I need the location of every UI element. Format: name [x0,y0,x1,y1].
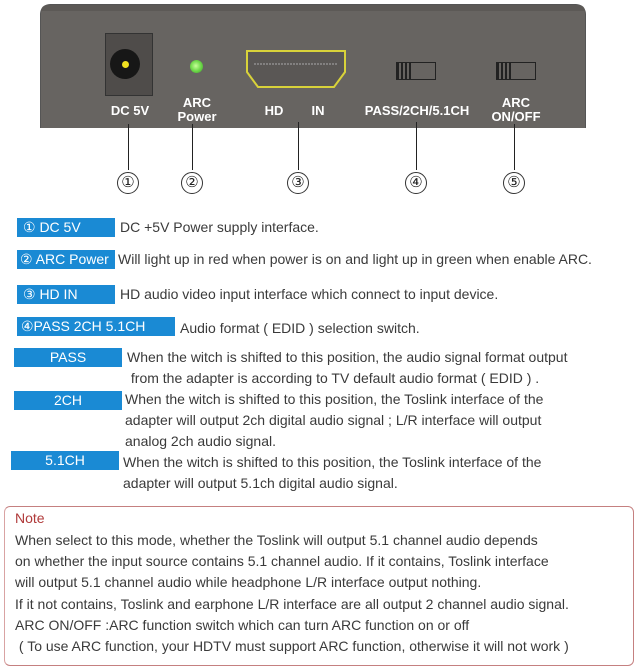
legend-tag-dc: ① DC 5V [17,218,115,237]
mode-tag-pass: PASS [14,348,122,367]
leader-line [128,124,129,170]
legend-desc-dc: DC +5V Power supply interface. [120,219,319,235]
desc-line: When the witch is shifted to this position, the Toslink interface of the [125,391,544,407]
port-label-dc: DC 5V [110,103,150,118]
legend-tag-audio-switch: ④PASS 2CH 5.1CH [17,317,175,336]
mode-desc-51ch [123,452,541,494]
legend-desc-hd-in: HD audio video input interface which connect to input device. [120,286,499,302]
label-line: Power [177,109,217,124]
port-label-hd: HD [264,103,284,118]
marker-1: ① [117,172,139,194]
desc-line: adapter will output 2ch digital audio signal ; L/R interface will output [125,412,542,428]
port-label-arc-power [170,96,224,124]
note-line: ARC ON/OFF :ARC function switch which can turn ARC function on or off [15,616,470,633]
desc-line: When the witch is shifted to this position, the audio signal format output [127,349,568,365]
label-line: ON/OFF [491,109,541,124]
legend-desc-audio-switch: Audio format ( EDID ) selection switch. [180,320,420,336]
leader-line [416,122,417,170]
mode-tag-2ch: 2CH [14,391,122,410]
desc-line: adapter will output 5.1ch digital audio signal. [123,475,398,491]
legend-tag-hd-in: ③ HD IN [17,285,115,304]
port-label-audio-switch: PASS/2CH/5.1CH [364,103,470,118]
note-body [15,530,569,657]
desc-line: from the adapter is according to TV default audio format ( EDID ) . [127,370,540,386]
pass-2ch-51ch-switch [396,62,436,80]
leader-line [192,124,193,170]
leader-line [298,122,299,170]
mode-desc-2ch [125,389,543,452]
arc-on-off-switch [496,62,536,80]
legend-desc-arc-power: Will light up in red when power is on and light up in green when enable ARC. [118,251,592,267]
note-line: on whether the input source contains 5.1 channel audio. If it contains, Toslink interface [15,553,549,570]
marker-4: ④ [405,172,427,194]
note-line: When select to this mode, whether the Toslink will output 5.1 channel audio depends [15,532,538,548]
label-line: ARC [501,95,531,110]
desc-line: When the witch is shifted to this position, the Toslink interface of the [123,454,542,470]
dc-pin-icon [122,61,129,68]
note-line: If it not contains, Toslink and earphone L/R interface are all output 2 channel audio signal. [15,595,569,612]
note-line: will output 5.1 channel audio while headphone L/R interface output nothing. [15,574,482,591]
marker-2: ② [181,172,203,194]
note-line: ( To use ARC function, your HDTV must support ARC function, otherwise it will not work ) [15,638,569,655]
hdmi-port-icon [244,48,348,90]
mode-tag-51ch: 5.1CH [11,451,119,470]
port-label-in: IN [311,103,325,118]
note-title: Note [15,510,45,526]
leader-line [514,124,515,170]
marker-3: ③ [287,172,309,194]
desc-line: analog 2ch audio signal. [125,433,277,449]
port-label-arc-onoff [484,96,548,124]
marker-5: ⑤ [503,172,525,194]
arc-power-led-icon [190,60,203,73]
legend-tag-arc-power: ② ARC Power [17,250,115,269]
label-line: ARC [182,95,212,110]
mode-desc-pass [127,347,567,389]
